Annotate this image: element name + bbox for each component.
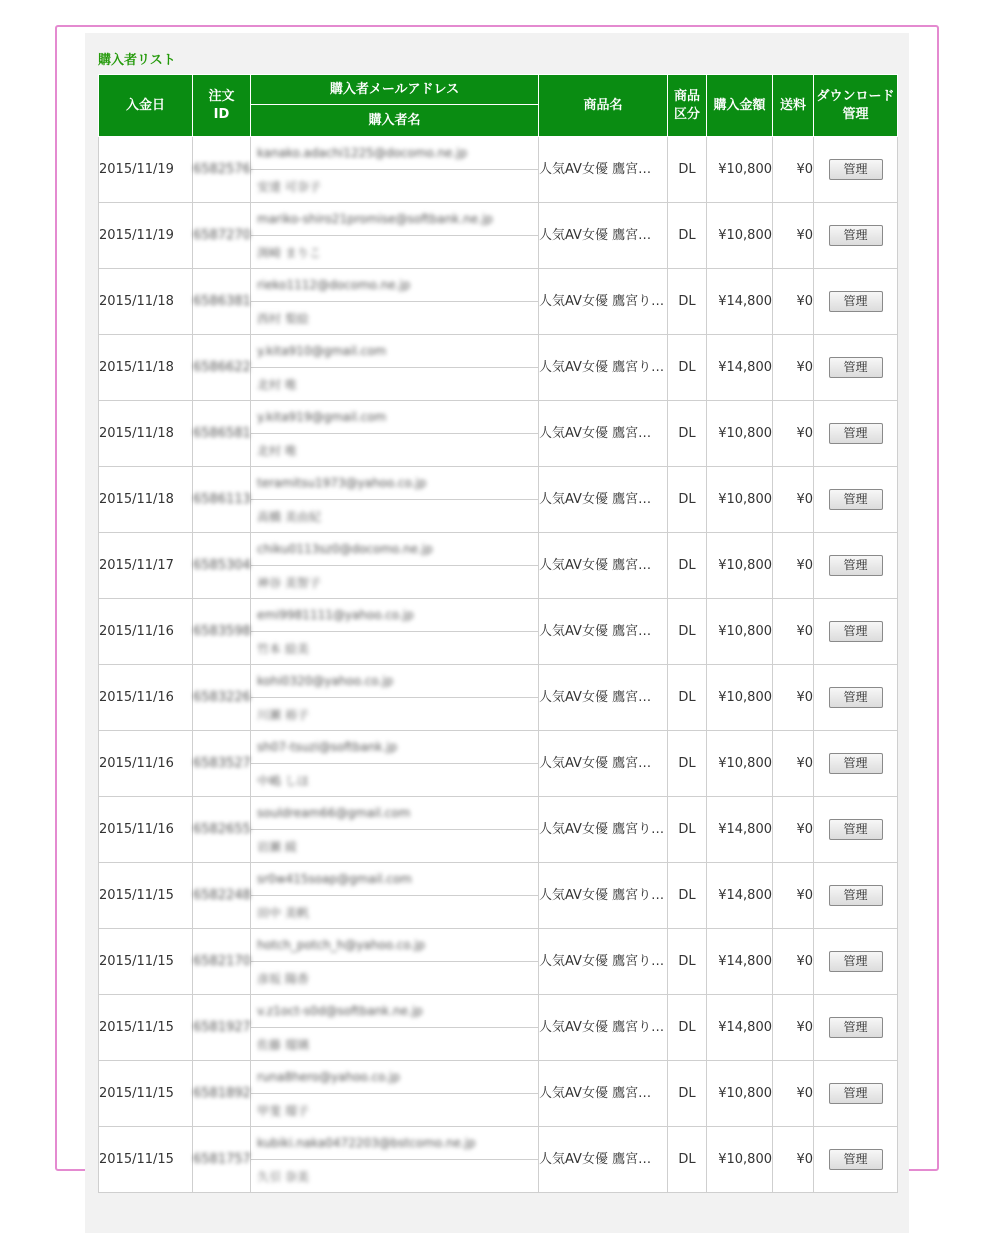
order-id-text: 6587270 bbox=[193, 228, 251, 243]
cell-buyer bbox=[251, 467, 539, 533]
buyer-email bbox=[251, 599, 538, 632]
cell-order-id bbox=[193, 1061, 251, 1127]
cell-shipping: ¥0 bbox=[773, 731, 814, 797]
cell-download-manage bbox=[814, 533, 898, 599]
buyer-name bbox=[251, 500, 538, 532]
buyer-name bbox=[251, 368, 538, 400]
purchaser-list-panel bbox=[85, 33, 909, 1233]
col-download-header-line1: ダウンロード bbox=[816, 88, 895, 104]
cell-amount: ¥10,800 bbox=[707, 1061, 773, 1127]
buyer-name bbox=[251, 896, 538, 928]
cell-date: 2015/11/16 bbox=[99, 665, 193, 731]
buyer-email bbox=[251, 1127, 538, 1160]
cell-product: 人気AV女優 鷹宮… bbox=[539, 401, 668, 467]
cell-shipping: ¥0 bbox=[773, 995, 814, 1061]
cell-buyer bbox=[251, 269, 539, 335]
table-row bbox=[99, 467, 898, 533]
cell-product: 人気AV女優 鷹宮り… bbox=[539, 335, 668, 401]
buyer-name-text: 高橋 美由紀 bbox=[257, 509, 321, 524]
cell-shipping: ¥0 bbox=[773, 929, 814, 995]
cell-product: 人気AV女優 鷹宮… bbox=[539, 467, 668, 533]
section-title: 購入者リスト bbox=[98, 53, 176, 68]
buyer-email-text: mariko-shiro21promise@softbank.ne.jp bbox=[257, 212, 493, 226]
cell-category: DL bbox=[668, 863, 707, 929]
buyer-email-text: runa8hero@yahoo.co.jp bbox=[257, 1070, 400, 1084]
cell-category: DL bbox=[668, 533, 707, 599]
cell-download-manage bbox=[814, 665, 898, 731]
order-id-text: 6586113 bbox=[193, 492, 251, 507]
cell-buyer bbox=[251, 203, 539, 269]
buyer-email-text: y.kita919@gmail.com bbox=[257, 410, 387, 424]
cell-category: DL bbox=[668, 269, 707, 335]
manage-button[interactable]: 管理 bbox=[829, 489, 883, 510]
buyer-name bbox=[251, 830, 538, 862]
cell-category: DL bbox=[668, 335, 707, 401]
cell-category: DL bbox=[668, 599, 707, 665]
cell-category: DL bbox=[668, 665, 707, 731]
cell-date: 2015/11/19 bbox=[99, 137, 193, 203]
content-frame bbox=[55, 25, 939, 1184]
cell-date: 2015/11/15 bbox=[99, 863, 193, 929]
buyer-email-text: sr0w415soap@gmail.com bbox=[257, 872, 412, 886]
cell-buyer bbox=[251, 1061, 539, 1127]
table-row bbox=[99, 995, 898, 1061]
table-row bbox=[99, 665, 898, 731]
buyer-name-text: 岩瀬 綾 bbox=[257, 839, 297, 854]
order-id-text: 6586381 bbox=[193, 294, 251, 309]
manage-button[interactable]: 管理 bbox=[829, 1017, 883, 1038]
cell-order-id bbox=[193, 731, 251, 797]
buyer-name-text: 川瀬 裕子 bbox=[257, 707, 309, 722]
buyer-name bbox=[251, 1028, 538, 1060]
col-name-header: 購入者名 bbox=[251, 105, 539, 137]
cell-product: 人気AV女優 鷹宮… bbox=[539, 1061, 668, 1127]
buyer-email bbox=[251, 401, 538, 434]
manage-button[interactable]: 管理 bbox=[829, 555, 883, 576]
cell-product: 人気AV女優 鷹宮… bbox=[539, 137, 668, 203]
cell-order-id bbox=[193, 1127, 251, 1193]
buyer-email bbox=[251, 1061, 538, 1094]
cell-order-id bbox=[193, 797, 251, 863]
cell-category: DL bbox=[668, 929, 707, 995]
buyer-name bbox=[251, 764, 538, 796]
order-id-text: 6581757 bbox=[193, 1152, 251, 1167]
cell-category: DL bbox=[668, 467, 707, 533]
cell-order-id bbox=[193, 401, 251, 467]
cell-buyer bbox=[251, 599, 539, 665]
cell-amount: ¥14,800 bbox=[707, 335, 773, 401]
cell-shipping: ¥0 bbox=[773, 665, 814, 731]
table-body bbox=[99, 137, 898, 1193]
buyer-name bbox=[251, 236, 538, 268]
cell-order-id bbox=[193, 665, 251, 731]
col-order-id-header-line2: ID bbox=[213, 106, 230, 122]
col-order-id-header bbox=[193, 75, 251, 137]
manage-button[interactable]: 管理 bbox=[829, 951, 883, 972]
cell-category: DL bbox=[668, 1061, 707, 1127]
buyer-name bbox=[251, 1160, 538, 1192]
cell-date: 2015/11/15 bbox=[99, 995, 193, 1061]
buyer-name-text: 渕崎 まりこ bbox=[257, 245, 321, 260]
cell-amount: ¥10,800 bbox=[707, 137, 773, 203]
buyer-email-text: v.z1oct-s0d@softbank.ne.jp bbox=[257, 1004, 423, 1018]
order-id-text: 6582248 bbox=[193, 888, 251, 903]
cell-buyer bbox=[251, 335, 539, 401]
cell-product: 人気AV女優 鷹宮り… bbox=[539, 929, 668, 995]
cell-download-manage bbox=[814, 797, 898, 863]
table-header bbox=[99, 75, 898, 137]
cell-date: 2015/11/18 bbox=[99, 401, 193, 467]
cell-shipping: ¥0 bbox=[773, 863, 814, 929]
buyer-email bbox=[251, 137, 538, 170]
manage-button[interactable]: 管理 bbox=[829, 1149, 883, 1170]
table-row bbox=[99, 731, 898, 797]
cell-product: 人気AV女優 鷹宮… bbox=[539, 731, 668, 797]
col-shipping-header: 送料 bbox=[773, 75, 814, 137]
buyer-name-text: 北村 唯 bbox=[257, 443, 297, 458]
cell-order-id bbox=[193, 269, 251, 335]
buyer-name-text: 西村 梨絵 bbox=[257, 311, 309, 326]
cell-download-manage bbox=[814, 995, 898, 1061]
cell-buyer bbox=[251, 797, 539, 863]
cell-product: 人気AV女優 鷹宮り… bbox=[539, 797, 668, 863]
col-email-header: 購入者メールアドレス bbox=[251, 75, 539, 105]
col-category-header bbox=[668, 75, 707, 137]
cell-category: DL bbox=[668, 995, 707, 1061]
table-row bbox=[99, 1127, 898, 1193]
buyer-email-text: hotch_potch_h@yahoo.co.jp bbox=[257, 938, 426, 952]
col-amount-header: 購入金額 bbox=[707, 75, 773, 137]
cell-download-manage bbox=[814, 731, 898, 797]
purchaser-table bbox=[98, 74, 898, 1193]
cell-date: 2015/11/18 bbox=[99, 269, 193, 335]
cell-amount: ¥10,800 bbox=[707, 1127, 773, 1193]
cell-download-manage bbox=[814, 335, 898, 401]
cell-download-manage bbox=[814, 599, 898, 665]
manage-button[interactable]: 管理 bbox=[829, 225, 883, 246]
cell-category: DL bbox=[668, 401, 707, 467]
cell-product: 人気AV女優 鷹宮り… bbox=[539, 863, 668, 929]
cell-order-id bbox=[193, 533, 251, 599]
cell-order-id bbox=[193, 995, 251, 1061]
buyer-email-text: teramitsu1973@yahoo.co.jp bbox=[257, 476, 427, 490]
cell-product: 人気AV女優 鷹宮… bbox=[539, 203, 668, 269]
cell-order-id bbox=[193, 335, 251, 401]
buyer-name-text: 田中 美帆 bbox=[257, 905, 309, 920]
cell-category: DL bbox=[668, 731, 707, 797]
cell-product: 人気AV女優 鷹宮り… bbox=[539, 995, 668, 1061]
manage-button[interactable]: 管理 bbox=[829, 687, 883, 708]
cell-amount: ¥10,800 bbox=[707, 533, 773, 599]
order-id-text: 6586622 bbox=[193, 360, 251, 375]
buyer-name bbox=[251, 1094, 538, 1126]
manage-button[interactable]: 管理 bbox=[829, 291, 883, 312]
buyer-email bbox=[251, 929, 538, 962]
buyer-name bbox=[251, 170, 538, 202]
manage-button[interactable]: 管理 bbox=[829, 1083, 883, 1104]
manage-button[interactable]: 管理 bbox=[829, 357, 883, 378]
order-id-text: 6582576 bbox=[193, 162, 251, 177]
table-row bbox=[99, 533, 898, 599]
cell-order-id bbox=[193, 137, 251, 203]
cell-amount: ¥10,800 bbox=[707, 731, 773, 797]
cell-category: DL bbox=[668, 203, 707, 269]
buyer-name bbox=[251, 302, 538, 334]
buyer-email bbox=[251, 269, 538, 302]
buyer-email bbox=[251, 203, 538, 236]
cell-date: 2015/11/17 bbox=[99, 533, 193, 599]
col-category-header-line1: 商品 bbox=[673, 88, 700, 104]
buyer-email-text: kanako.adachi1225@docomo.ne.jp bbox=[257, 146, 468, 160]
cell-download-manage bbox=[814, 467, 898, 533]
cell-order-id bbox=[193, 467, 251, 533]
table-row bbox=[99, 137, 898, 203]
buyer-email bbox=[251, 467, 538, 500]
table-row bbox=[99, 335, 898, 401]
cell-product: 人気AV女優 鷹宮… bbox=[539, 665, 668, 731]
cell-date: 2015/11/18 bbox=[99, 335, 193, 401]
buyer-name bbox=[251, 566, 538, 598]
table-row bbox=[99, 203, 898, 269]
cell-shipping: ¥0 bbox=[773, 137, 814, 203]
table-row bbox=[99, 1061, 898, 1127]
manage-button[interactable]: 管理 bbox=[829, 159, 883, 180]
manage-button[interactable]: 管理 bbox=[829, 423, 883, 444]
cell-product: 人気AV女優 鷹宮… bbox=[539, 599, 668, 665]
cell-download-manage bbox=[814, 863, 898, 929]
manage-button[interactable]: 管理 bbox=[829, 621, 883, 642]
cell-buyer bbox=[251, 533, 539, 599]
table-row bbox=[99, 599, 898, 665]
cell-order-id bbox=[193, 203, 251, 269]
buyer-email bbox=[251, 995, 538, 1028]
cell-amount: ¥10,800 bbox=[707, 599, 773, 665]
order-id-text: 6581892 bbox=[193, 1086, 251, 1101]
table-row bbox=[99, 929, 898, 995]
buyer-name bbox=[251, 962, 538, 994]
cell-amount: ¥10,800 bbox=[707, 665, 773, 731]
cell-order-id bbox=[193, 863, 251, 929]
cell-shipping: ¥0 bbox=[773, 1127, 814, 1193]
cell-amount: ¥14,800 bbox=[707, 929, 773, 995]
buyer-name bbox=[251, 434, 538, 466]
cell-shipping: ¥0 bbox=[773, 401, 814, 467]
table-row bbox=[99, 797, 898, 863]
cell-date: 2015/11/16 bbox=[99, 731, 193, 797]
col-category-header-line2: 区分 bbox=[673, 106, 700, 122]
buyer-email-text: emi9981111@yahoo.co.jp bbox=[257, 608, 414, 622]
buyer-email-text: y.kita910@gmail.com bbox=[257, 344, 387, 358]
cell-download-manage bbox=[814, 929, 898, 995]
order-id-text: 6583598 bbox=[193, 624, 251, 639]
cell-shipping: ¥0 bbox=[773, 599, 814, 665]
order-id-text: 6585304 bbox=[193, 558, 251, 573]
cell-category: DL bbox=[668, 797, 707, 863]
order-id-text: 6581927 bbox=[193, 1020, 251, 1035]
buyer-name-text: 中嶋 しほ bbox=[257, 773, 309, 788]
cell-category: DL bbox=[668, 137, 707, 203]
cell-date: 2015/11/16 bbox=[99, 797, 193, 863]
cell-amount: ¥14,800 bbox=[707, 995, 773, 1061]
buyer-name bbox=[251, 698, 538, 730]
cell-amount: ¥14,800 bbox=[707, 269, 773, 335]
cell-download-manage bbox=[814, 401, 898, 467]
cell-buyer bbox=[251, 863, 539, 929]
buyer-email-text: souldream66@gmail.com bbox=[257, 806, 411, 820]
buyer-name-text: 安達 可奈子 bbox=[257, 179, 321, 194]
cell-shipping: ¥0 bbox=[773, 467, 814, 533]
cell-order-id bbox=[193, 599, 251, 665]
buyer-email bbox=[251, 665, 538, 698]
cell-buyer bbox=[251, 1127, 539, 1193]
table-row bbox=[99, 269, 898, 335]
cell-download-manage bbox=[814, 269, 898, 335]
table-row bbox=[99, 863, 898, 929]
cell-product: 人気AV女優 鷹宮り… bbox=[539, 269, 668, 335]
order-id-text: 6583226 bbox=[193, 690, 251, 705]
buyer-email bbox=[251, 533, 538, 566]
cell-date: 2015/11/15 bbox=[99, 1061, 193, 1127]
cell-amount: ¥10,800 bbox=[707, 467, 773, 533]
buyer-name-text: 竹本 絵美 bbox=[257, 641, 309, 656]
buyer-email-text: rieko1112@docomo.ne.jp bbox=[257, 278, 411, 292]
cell-download-manage bbox=[814, 1061, 898, 1127]
buyer-name-text: 北村 唯 bbox=[257, 377, 297, 392]
cell-date: 2015/11/19 bbox=[99, 203, 193, 269]
cell-shipping: ¥0 bbox=[773, 1061, 814, 1127]
cell-date: 2015/11/18 bbox=[99, 467, 193, 533]
order-id-text: 6582170 bbox=[193, 954, 251, 969]
table-row bbox=[99, 401, 898, 467]
col-download-header bbox=[814, 75, 898, 137]
col-download-header-line2: 管理 bbox=[842, 106, 869, 122]
cell-product: 人気AV女優 鷹宮… bbox=[539, 533, 668, 599]
cell-buyer bbox=[251, 929, 539, 995]
cell-shipping: ¥0 bbox=[773, 335, 814, 401]
order-id-text: 6582655 bbox=[193, 822, 251, 837]
order-id-text: 6583527 bbox=[193, 756, 251, 771]
buyer-email bbox=[251, 863, 538, 896]
cell-order-id bbox=[193, 929, 251, 995]
buyer-email-text: kohi0320@yahoo.co.jp bbox=[257, 674, 394, 688]
cell-buyer bbox=[251, 995, 539, 1061]
cell-shipping: ¥0 bbox=[773, 203, 814, 269]
cell-amount: ¥14,800 bbox=[707, 863, 773, 929]
col-product-header: 商品名 bbox=[539, 75, 668, 137]
cell-shipping: ¥0 bbox=[773, 269, 814, 335]
buyer-name-text: 甲斐 瑠子 bbox=[257, 1103, 309, 1118]
cell-buyer bbox=[251, 731, 539, 797]
cell-amount: ¥10,800 bbox=[707, 203, 773, 269]
manage-button[interactable]: 管理 bbox=[829, 885, 883, 906]
buyer-name bbox=[251, 632, 538, 664]
cell-date: 2015/11/15 bbox=[99, 1127, 193, 1193]
buyer-email bbox=[251, 797, 538, 830]
buyer-email bbox=[251, 335, 538, 368]
buyer-email-text: kubiki.naka0472203@bstcomo.ne.jp bbox=[257, 1136, 476, 1150]
cell-shipping: ¥0 bbox=[773, 797, 814, 863]
col-date-header: 入金日 bbox=[99, 75, 193, 137]
cell-download-manage bbox=[814, 203, 898, 269]
order-id-text: 6586581 bbox=[193, 426, 251, 441]
buyer-email bbox=[251, 731, 538, 764]
cell-amount: ¥14,800 bbox=[707, 797, 773, 863]
cell-download-manage bbox=[814, 137, 898, 203]
cell-product: 人気AV女優 鷹宮… bbox=[539, 1127, 668, 1193]
cell-category: DL bbox=[668, 1127, 707, 1193]
cell-amount: ¥10,800 bbox=[707, 401, 773, 467]
buyer-name-text: 佐藤 瑠璃 bbox=[257, 1037, 309, 1052]
cell-buyer bbox=[251, 137, 539, 203]
cell-buyer bbox=[251, 665, 539, 731]
cell-date: 2015/11/15 bbox=[99, 929, 193, 995]
cell-date: 2015/11/16 bbox=[99, 599, 193, 665]
manage-button[interactable]: 管理 bbox=[829, 819, 883, 840]
buyer-email-text: sh07-tsuzi@softbank.jp bbox=[257, 740, 398, 754]
cell-buyer bbox=[251, 401, 539, 467]
col-order-id-header-line1: 注文 bbox=[208, 88, 235, 104]
buyer-email-text: chiku0113sz0@docomo.ne.jp bbox=[257, 542, 433, 556]
cell-download-manage bbox=[814, 1127, 898, 1193]
cell-shipping: ¥0 bbox=[773, 533, 814, 599]
buyer-name-text: 彦坂 陽香 bbox=[257, 971, 309, 986]
buyer-name-text: 神谷 美智子 bbox=[257, 575, 321, 590]
buyer-name-text: 久引 奈美 bbox=[257, 1169, 309, 1184]
manage-button[interactable]: 管理 bbox=[829, 753, 883, 774]
